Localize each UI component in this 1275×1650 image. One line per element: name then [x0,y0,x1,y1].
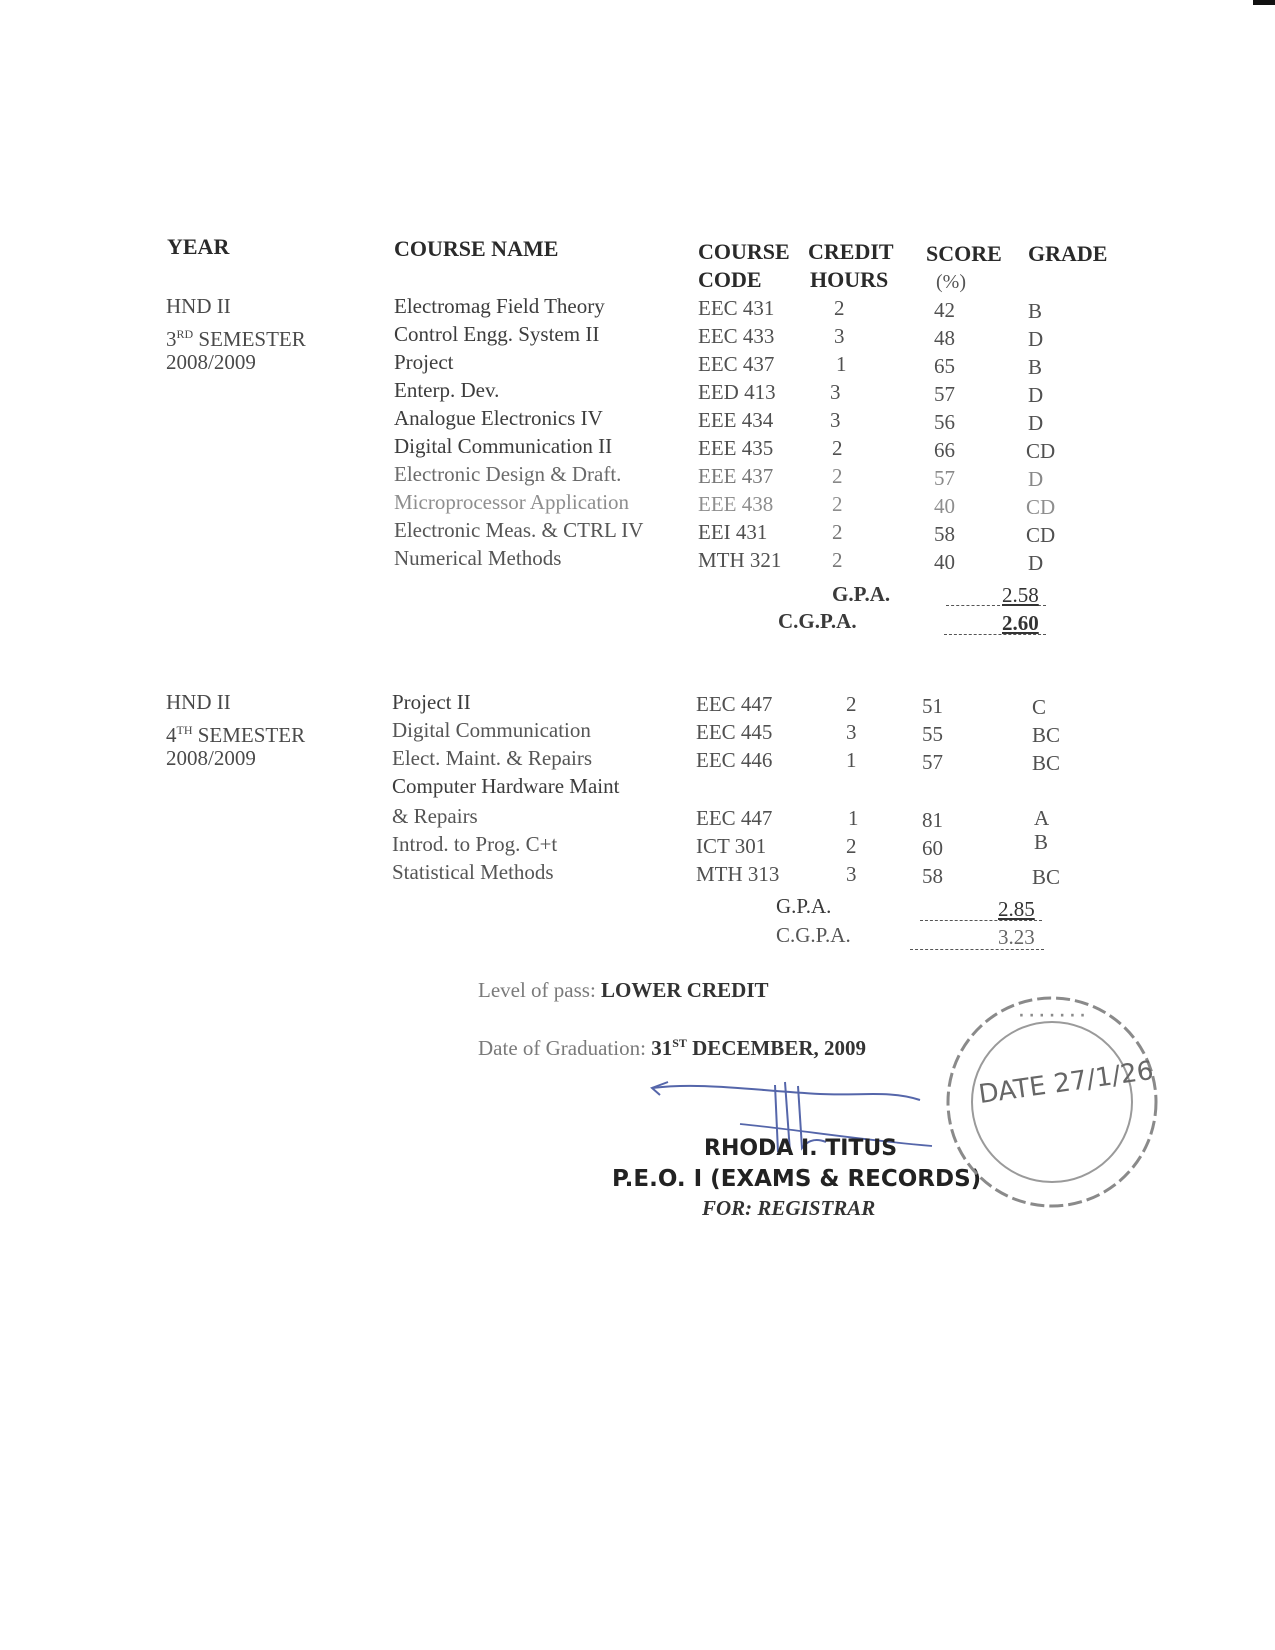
score: 55 [922,722,943,746]
stamp-date: DATE 27/1/26 [976,1055,1156,1111]
date-of-graduation: Date of Graduation: 31ST DECEMBER, 2009 [478,1036,866,1060]
credit-hours: 1 [836,352,847,376]
course-name: Enterp. Dev. [394,378,500,402]
course-code: EEE 437 [698,464,774,488]
section1-level: HND II [166,294,231,318]
section2-gpa-value: 2.85 [998,897,1035,921]
svg-text:· · · · · · ·: · · · · · · · [1018,1008,1086,1024]
credit-hours: 2 [832,436,843,460]
grade: D [1028,551,1044,575]
course-code: EEC 445 [696,720,773,744]
section1-gpa-label: G.P.A. [832,582,891,606]
credit-hours: 3 [834,324,845,348]
course-name: Digital Communication II [394,434,613,458]
course-name: Elect. Maint. & Repairs [392,746,593,770]
score: 58 [934,522,955,546]
grade: B [1034,830,1049,854]
score: 60 [922,836,943,860]
grade: D [1028,467,1044,491]
course-name: Analogue Electronics IV [394,406,603,430]
grade: BC [1032,865,1061,889]
credit-hours: 3 [846,862,857,886]
score: 40 [934,550,955,574]
credit-hours: 2 [832,464,843,488]
level-of-pass: Level of pass: LOWER CREDIT [478,978,769,1002]
course-name: Digital Communication [392,718,591,742]
section1-session: 2008/2009 [166,350,256,374]
course-name: Computer Hardware Maint [392,774,620,798]
header-course-code-bottom: CODE [698,267,762,292]
credit-hours: 1 [846,748,857,772]
section2-gpa-label: G.P.A. [776,894,832,918]
section1-semester: 3RD SEMESTER [166,327,306,351]
course-code: EEC 431 [698,296,775,320]
credit-hours: 3 [830,408,841,432]
section2-level: HND II [166,690,231,714]
grade: B [1028,299,1043,323]
score: 81 [922,808,943,832]
score: 57 [934,466,955,490]
course-code: EEE 435 [698,436,774,460]
course-name: Project II [392,690,471,714]
course-code: MTH 321 [698,548,782,572]
section1-cgpa-label: C.G.P.A. [778,609,857,633]
score: 66 [934,438,955,462]
header-score-top: SCORE [926,241,1002,266]
section2-semester: 4TH SEMESTER [166,723,306,747]
header-year: YEAR [167,234,230,259]
credit-hours: 2 [846,834,857,858]
signatory-name: RHODA I. TITUS [704,1136,898,1161]
section1-gpa-value: 2.58 [1002,583,1039,607]
header-course-name: COURSE NAME [394,236,559,261]
course-name: Introd. to Prog. C+t [392,832,558,856]
score: 57 [934,382,955,406]
credit-hours: 1 [848,806,859,830]
page-edge-mark [1253,0,1275,5]
course-code: EEC 446 [696,748,773,772]
header-credit-top: CREDIT [808,239,894,264]
grade: CD [1026,523,1056,547]
course-name: Control Engg. System II [394,322,600,346]
grade: CD [1026,495,1056,519]
records-stamp [940,990,1160,1220]
grade: BC [1032,723,1061,747]
signatory-for: FOR: REGISTRAR [702,1196,876,1220]
section2-cgpa-label: C.G.P.A. [776,923,851,947]
course-code: ICT 301 [696,834,767,858]
header-credit-bottom: HOURS [810,267,889,292]
course-name: Statistical Methods [392,860,554,884]
signatory-title: P.E.O. I (EXAMS & RECORDS) [612,1166,982,1192]
section1-cgpa-value: 2.60 [1002,611,1039,635]
score: 58 [922,864,943,888]
score: 56 [934,410,955,434]
section2-cgpa-value: 3.23 [998,925,1035,949]
course-code: EEE 438 [698,492,774,516]
score: 42 [934,298,955,322]
course-name: Microprocessor Application [394,490,630,514]
score: 57 [922,750,943,774]
grade: BC [1032,751,1061,775]
course-name: Electronic Meas. & CTRL IV [394,518,644,542]
credit-hours: 2 [834,296,845,320]
grade: CD [1026,439,1056,463]
section2-session: 2008/2009 [166,746,256,770]
grade: D [1028,383,1044,407]
credit-hours: 2 [846,692,857,716]
course-code: EEC 447 [696,692,773,716]
credit-hours: 2 [832,548,843,572]
score: 40 [934,494,955,518]
course-name: Electromag Field Theory [394,294,605,318]
credit-hours: 2 [832,520,843,544]
course-name: Project [394,350,454,374]
course-code: EEC 437 [698,352,775,376]
course-code: EEC 433 [698,324,775,348]
course-code: EEI 431 [698,520,768,544]
grade: B [1028,355,1043,379]
grade: D [1028,411,1044,435]
course-code: EEC 447 [696,806,773,830]
header-score-bottom: (%) [936,271,966,293]
header-grade: GRADE [1028,241,1108,266]
score: 48 [934,326,955,350]
grade: D [1028,327,1044,351]
course-code: EEE 434 [698,408,774,432]
credit-hours: 3 [830,380,841,404]
grade: A [1034,806,1050,830]
grade: C [1032,695,1047,719]
score: 65 [934,354,955,378]
course-code: EED 413 [698,380,776,404]
credit-hours: 2 [832,492,843,516]
course-name: Electronic Design & Draft. [394,462,622,486]
course-name: Numerical Methods [394,546,562,570]
header-course-code-top: COURSE [698,239,790,264]
course-code: MTH 313 [696,862,780,886]
score: 51 [922,694,943,718]
credit-hours: 3 [846,720,857,744]
course-name: & Repairs [392,804,478,828]
